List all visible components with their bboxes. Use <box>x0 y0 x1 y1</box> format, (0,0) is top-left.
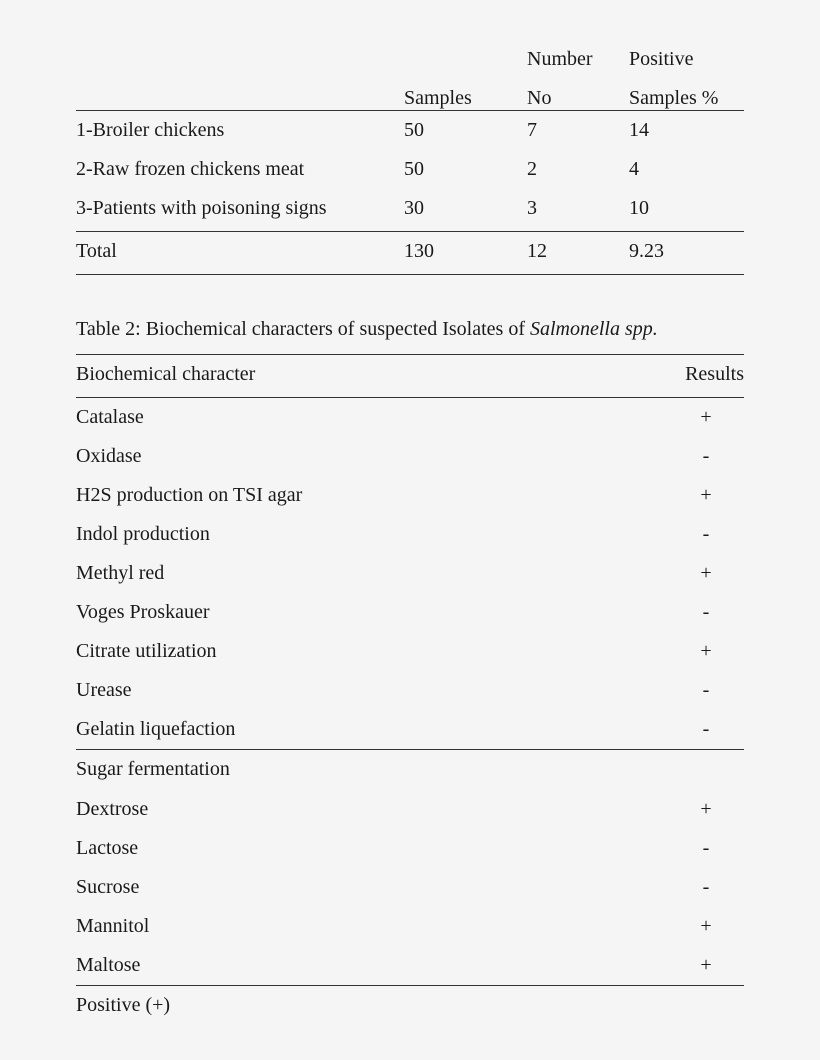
table-row <box>76 554 744 593</box>
row-label: Citrate utilization <box>76 640 217 662</box>
table-footnote-row <box>76 985 744 1026</box>
table-row <box>76 189 744 228</box>
row-result: - <box>702 837 710 859</box>
row-result: + <box>700 406 712 428</box>
row-label: 3-Patients with poisoning signs <box>76 197 327 219</box>
samples-table <box>76 28 744 275</box>
table-row <box>76 593 744 632</box>
sugar-fermentation-heading: Sugar fermentation <box>76 758 230 780</box>
row-result: - <box>702 445 710 467</box>
row-label: Mannitol <box>76 915 150 937</box>
row-label: 1-Broiler chickens <box>76 119 225 141</box>
biochemical-table <box>76 354 744 1026</box>
row-result: + <box>700 954 712 976</box>
row-result: - <box>702 523 710 545</box>
table-row <box>76 632 744 671</box>
biochemical-rows <box>76 398 744 750</box>
table-row <box>76 150 744 189</box>
row-result: + <box>700 640 712 662</box>
header-samples: Samples <box>404 87 472 109</box>
table-row <box>76 710 744 749</box>
row-result: - <box>702 876 710 898</box>
row-label: Maltose <box>76 954 141 976</box>
row-label: Voges Proskauer <box>76 601 210 623</box>
row-label: Gelatin liquefaction <box>76 718 236 740</box>
sugar-rows <box>76 790 744 985</box>
table-row <box>76 671 744 710</box>
header-results: Results <box>685 363 744 385</box>
row-label: Catalase <box>76 406 144 428</box>
header-positive-top: Positive <box>629 48 694 70</box>
row-result: + <box>700 915 712 937</box>
footnote: Positive (+) <box>76 994 171 1016</box>
total-samples: 130 <box>404 240 434 262</box>
row-label: Methyl red <box>76 562 165 584</box>
row-label: Sucrose <box>76 876 140 898</box>
header-character: Biochemical character <box>76 363 256 385</box>
row-positive: 4 <box>629 158 639 180</box>
row-label: H2S production on TSI agar <box>76 484 303 506</box>
header-number-bottom: No <box>527 87 552 109</box>
caption-species: Salmonella spp. <box>529 318 658 340</box>
row-samples: 50 <box>404 119 424 141</box>
samples-table-body <box>76 111 744 232</box>
row-number: 2 <box>527 158 537 180</box>
table-row <box>76 946 744 985</box>
header-positive-bottom: Samples % <box>629 87 719 109</box>
row-result: + <box>700 798 712 820</box>
total-row <box>76 232 744 275</box>
header-number-top: Number <box>527 48 593 70</box>
row-result: - <box>702 679 710 701</box>
table-row <box>76 868 744 907</box>
row-label: Oxidase <box>76 445 142 467</box>
table-row <box>76 111 744 150</box>
row-number: 7 <box>527 119 537 141</box>
row-samples: 50 <box>404 158 424 180</box>
row-label: Dextrose <box>76 798 149 820</box>
row-result: - <box>702 718 710 740</box>
total-number: 12 <box>527 240 547 262</box>
row-result: - <box>702 601 710 623</box>
table2-caption <box>76 318 744 341</box>
row-label: Urease <box>76 679 132 701</box>
total-positive: 9.23 <box>629 240 664 262</box>
table-row <box>76 829 744 868</box>
row-number: 3 <box>527 197 537 219</box>
row-positive: 10 <box>629 197 649 219</box>
row-label: 2-Raw frozen chickens meat <box>76 158 305 180</box>
table-row <box>76 790 744 829</box>
row-label: Indol production <box>76 523 210 545</box>
sugar-fermentation-heading-row <box>76 750 744 790</box>
row-result: + <box>700 484 712 506</box>
row-label: Lactose <box>76 837 139 859</box>
total-label: Total <box>76 240 117 262</box>
row-samples: 30 <box>404 197 424 219</box>
row-result: + <box>700 562 712 584</box>
table-row <box>76 398 744 437</box>
biochemical-table-header <box>76 355 744 398</box>
table-row <box>76 907 744 946</box>
caption-text: Table 2: Biochemical characters of suspected Isolates of <box>76 318 530 340</box>
row-positive: 14 <box>629 119 649 141</box>
samples-table-header <box>76 28 744 111</box>
table-row <box>76 515 744 554</box>
table-row <box>76 437 744 476</box>
table-row <box>76 476 744 515</box>
